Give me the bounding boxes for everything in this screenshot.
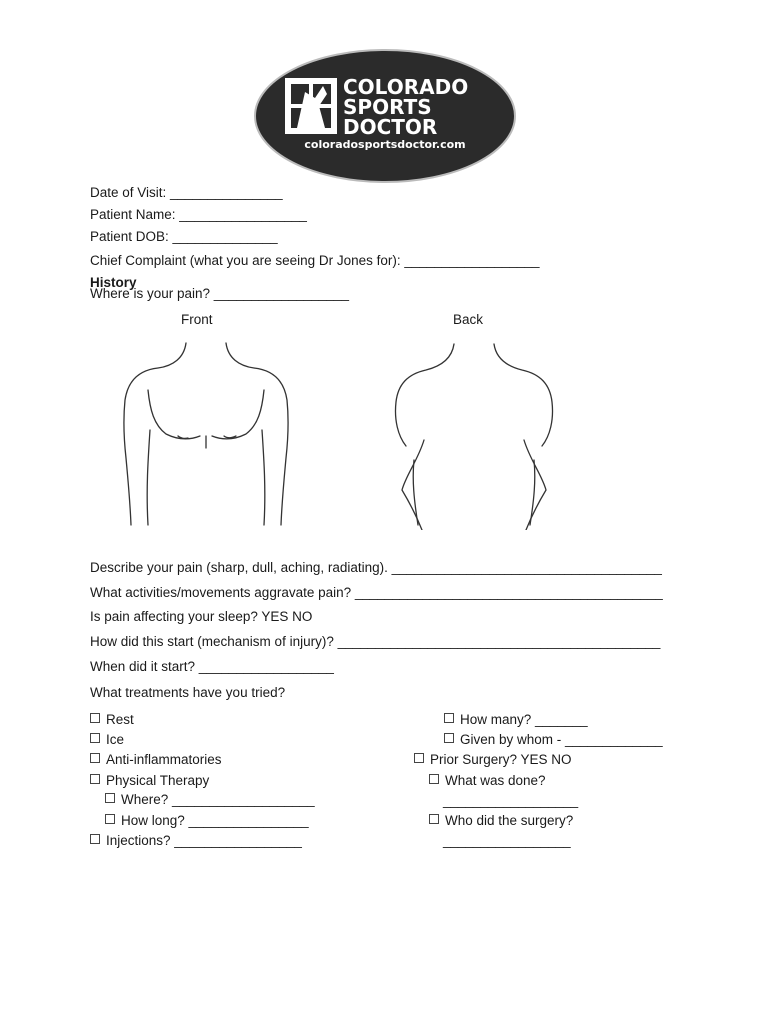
checkbox-icon[interactable] <box>429 774 439 784</box>
what-was-done-line[interactable]: __________________ <box>443 793 579 808</box>
sleep-question[interactable]: Is pain affecting your sleep? YES NO <box>90 609 313 624</box>
logo-line1: COLORADO <box>343 75 469 99</box>
chief-complaint-field[interactable]: Chief Complaint (what you are seeing Dr Jones for): __________________ <box>90 253 540 268</box>
aggravating-activities-field[interactable]: What activities/movements aggravate pain? _________________________________________ <box>90 585 663 600</box>
who-did-surgery-checkbox[interactable]: Who did the surgery? <box>429 813 573 829</box>
pain-description-field[interactable]: Describe your pain (sharp, dull, aching, radiating). ____________________________________ <box>90 560 662 575</box>
checkbox-icon[interactable] <box>444 713 454 723</box>
injections-how-many-checkbox[interactable]: How many? _______ <box>444 712 588 728</box>
colorado-sports-doctor-logo <box>253 48 517 184</box>
pt-where-checkbox[interactable]: Where? ___________________ <box>105 792 315 808</box>
pt-how-long-checkbox[interactable]: How long? ________________ <box>105 813 309 829</box>
physical-therapy-checkbox[interactable]: Physical Therapy <box>90 773 209 789</box>
injections-given-by-checkbox[interactable]: Given by whom - _____________ <box>444 732 663 748</box>
patient-dob-field[interactable]: Patient DOB: ______________ <box>90 229 278 244</box>
pain-location-field[interactable]: Where is your pain? __________________ <box>90 286 349 301</box>
checkbox-icon[interactable] <box>414 753 424 763</box>
checkbox-icon[interactable] <box>105 814 115 824</box>
checkbox-icon[interactable] <box>90 713 100 723</box>
ice-checkbox[interactable]: Ice <box>90 732 124 748</box>
mechanism-of-injury-field[interactable]: How did this start (mechanism of injury)? ___________________________________________ <box>90 634 661 649</box>
anti-inflammatories-checkbox[interactable]: Anti-inflammatories <box>90 752 222 768</box>
back-body-diagram-icon[interactable] <box>384 340 564 530</box>
what-was-done-checkbox[interactable]: What was done? <box>429 773 546 789</box>
start-date-field[interactable]: When did it start? __________________ <box>90 659 334 674</box>
checkbox-icon[interactable] <box>90 774 100 784</box>
logo-line3: DOCTOR <box>343 115 438 139</box>
checkbox-icon[interactable] <box>90 753 100 763</box>
logo-emblem-icon <box>285 78 337 134</box>
history-heading: History <box>90 275 137 290</box>
date-of-visit-field[interactable]: Date of Visit: _______________ <box>90 185 283 200</box>
injections-checkbox[interactable]: Injections? _________________ <box>90 833 302 849</box>
back-label: Back <box>453 312 484 327</box>
who-did-surgery-line[interactable]: _________________ <box>443 833 571 848</box>
checkbox-icon[interactable] <box>444 733 454 743</box>
prior-surgery-checkbox[interactable]: Prior Surgery? YES NO <box>414 752 572 768</box>
front-label: Front <box>181 312 213 327</box>
checkbox-icon[interactable] <box>90 733 100 743</box>
patient-name-field[interactable]: Patient Name: _________________ <box>90 207 307 222</box>
checkbox-icon[interactable] <box>429 814 439 824</box>
front-body-diagram-icon[interactable] <box>118 340 298 530</box>
checkbox-icon[interactable] <box>90 834 100 844</box>
logo-url: coloradosportsdoctor.com <box>304 138 466 151</box>
logo-line2: SPORTS <box>343 95 432 119</box>
rest-checkbox[interactable]: Rest <box>90 712 134 728</box>
treatments-question: What treatments have you tried? <box>90 685 286 700</box>
checkbox-icon[interactable] <box>105 793 115 803</box>
